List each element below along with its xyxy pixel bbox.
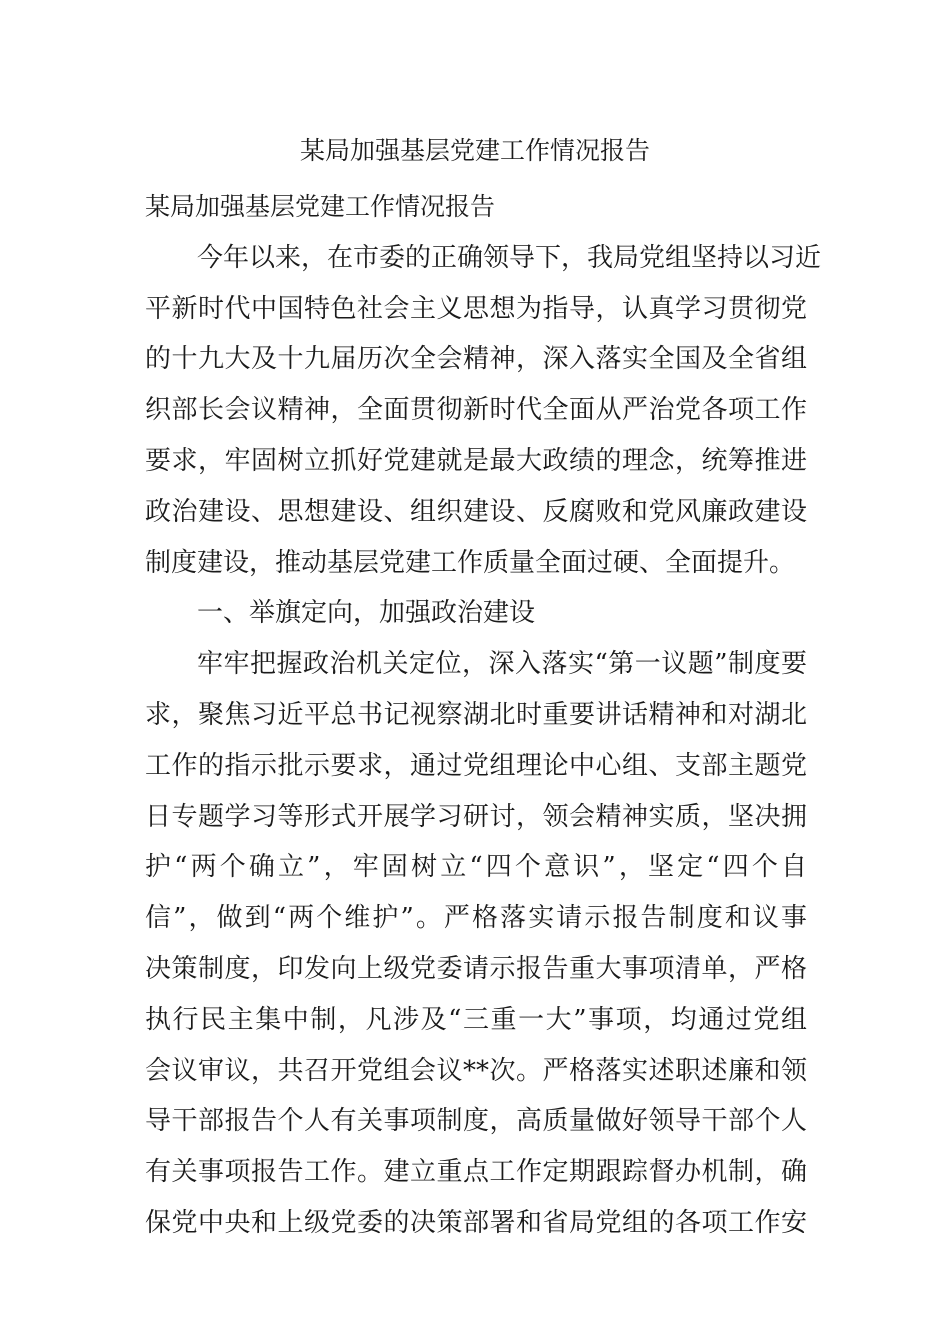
paragraph-line: 执行民主集中制，凡涉及“三重一大”事项，均通过党组 [145, 1004, 807, 1035]
paragraph-line: 制度建设，推动基层党建工作质量全面过硬、全面提升。 [145, 547, 796, 578]
paragraph-line: 政治建设、思想建设、组织建设、反腐败和党风廉政建设 [145, 496, 807, 527]
paragraph-line: 护“两个确立”，牢固树立“四个意识”，坚定“四个自 [145, 852, 807, 883]
paragraph-line: 信”，做到“两个维护”。严格落实请示报告制度和议事 [145, 903, 807, 934]
paragraph-line: 会议审议，共召开党组会议**次。严格落实述职述廉和领 [145, 1055, 807, 1086]
paragraph-line: 决策制度，印发向上级党委请示报告重大事项清单，严格 [145, 953, 807, 984]
paragraph-line: 工作的指示批示要求，通过党组理论中心组、支部主题党 [145, 750, 807, 781]
document-body [145, 182, 822, 1249]
paragraph-line: 要求，牢固树立抓好党建就是最大政绩的理念，统筹推进 [145, 445, 807, 476]
paragraph-line: 有关事项报告工作。建立重点工作定期跟踪督办机制，确 [145, 1157, 807, 1188]
paragraph-line: 保党中央和上级党委的决策部署和省局党组的各项工作安 [145, 1207, 807, 1238]
paragraph-line: 牢牢把握政治机关定位，深入落实“第一议题”制度要 [197, 649, 807, 680]
paragraph-line: 求，聚焦习近平总书记视察湖北时重要讲话精神和对湖北 [145, 699, 807, 730]
paragraph-line: 的十九大及十九届历次全会精神，深入落实全国及全省组 [145, 344, 807, 375]
paragraph-line: 织部长会议精神，全面贯彻新时代全面从严治党各项工作 [145, 395, 807, 426]
paragraph-line: 今年以来，在市委的正确领导下，我局党组坚持以习近 [197, 242, 822, 273]
paragraph-line: 日专题学习等形式开展学习研讨，领会精神实质，坚决拥 [145, 801, 807, 832]
paragraph-line: 平新时代中国特色社会主义思想为指导，认真学习贯彻党 [145, 293, 807, 324]
section-heading: 一、举旗定向，加强政治建设 [197, 598, 536, 629]
document-title: 某局加强基层党建工作情况报告 [299, 136, 650, 165]
subtitle-line: 某局加强基层党建工作情况报告 [145, 192, 496, 221]
paragraph-line: 导干部报告个人有关事项制度，高质量做好领导干部个人 [145, 1106, 807, 1137]
